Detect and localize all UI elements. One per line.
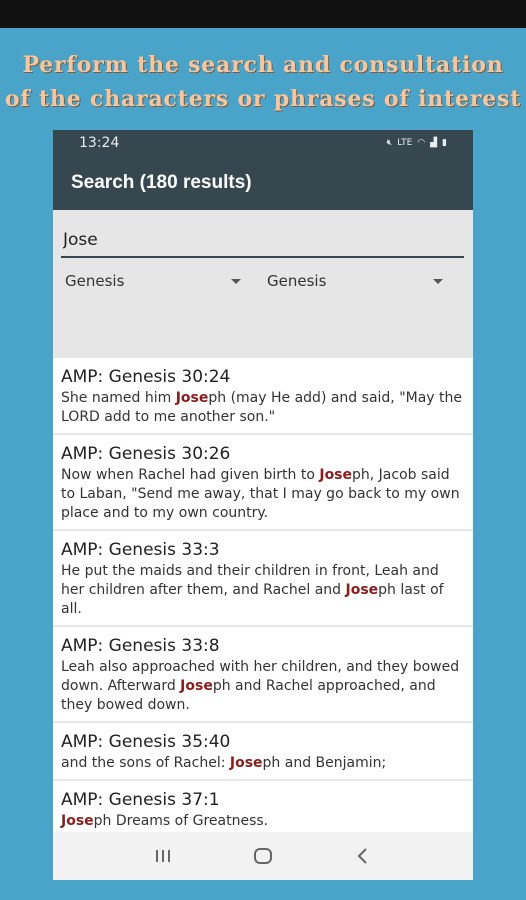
to-book-select[interactable] — [263, 266, 465, 296]
result-reference: AMP: Genesis 33:8 — [61, 636, 220, 656]
result-match-highlight: Jose — [175, 390, 209, 406]
back-icon[interactable] — [343, 836, 383, 876]
result-match-highlight: Jose — [229, 755, 263, 771]
search-panel — [53, 210, 473, 358]
recents-icon[interactable] — [143, 836, 183, 876]
from-book-select[interactable] — [61, 266, 263, 296]
book-range-selects — [61, 266, 465, 296]
result-match-highlight: Jose — [319, 467, 353, 483]
result-item[interactable] — [53, 723, 473, 781]
result-text-before: and the sons of Rachel: — [61, 755, 230, 771]
result-text-after: ph and Rachel approached, and they bowed down. — [61, 678, 436, 713]
result-text-after: ph last of all. — [61, 582, 444, 617]
result-text-before: He put the maids and their children in front, Leah and her children after them, and Rachel and — [61, 563, 439, 598]
result-text — [61, 658, 465, 715]
result-reference: AMP: Genesis 30:24 — [61, 367, 231, 387]
result-reference: AMP: Genesis 35:40 — [61, 732, 231, 752]
result-text-before: She named him — [61, 390, 176, 406]
result-reference: AMP: Genesis 33:3 — [61, 540, 220, 560]
result-reference: AMP: Genesis 37:1 — [61, 790, 220, 810]
result-text — [61, 812, 465, 831]
status-bar — [53, 130, 473, 156]
result-item[interactable] — [53, 531, 473, 627]
result-match-highlight: Jose — [61, 813, 94, 829]
system-nav-bar — [53, 832, 473, 880]
device-top-bar — [0, 0, 526, 28]
result-match-highlight: Jose — [345, 582, 379, 598]
phone-screen — [53, 130, 473, 880]
search-input[interactable] — [61, 224, 464, 258]
result-text — [61, 754, 465, 773]
result-text — [61, 562, 465, 619]
result-text-after: ph, Jacob said to Laban, "Send me away, that I may go back to my own place and to my own country. — [61, 467, 460, 521]
status-time: 13:24 — [79, 135, 120, 151]
signal-icon: ▟ — [430, 138, 438, 148]
from-book-value: Genesis — [65, 272, 125, 290]
battery-icon: ▮ — [442, 138, 447, 148]
result-reference: AMP: Genesis 30:26 — [61, 444, 231, 464]
result-text — [61, 389, 465, 427]
page-title: Search (180 results) — [71, 172, 252, 193]
promo-caption — [0, 48, 526, 116]
promo-line-2: of the characters or phrases of interest — [4, 86, 522, 112]
result-text-before: Leah also approached with her children, and they bowed down. Afterward — [61, 659, 460, 694]
results-list — [53, 358, 473, 832]
result-text — [61, 466, 465, 523]
to-book-value: Genesis — [267, 272, 327, 290]
result-item[interactable] — [53, 781, 473, 839]
chevron-down-icon — [231, 279, 241, 284]
result-item[interactable] — [53, 358, 473, 435]
result-item[interactable] — [53, 435, 473, 531]
result-match-highlight: Jose — [180, 678, 213, 694]
promo-line-1: Perform the search and consultation — [22, 52, 504, 78]
result-item[interactable] — [53, 627, 473, 723]
result-text-after: ph and Benjamin; — [262, 755, 387, 771]
result-text-after: ph Dreams of Greatness. — [93, 813, 269, 829]
volte-icon: LTE — [397, 138, 413, 148]
wifi-icon: ◠ — [417, 138, 426, 148]
result-text-after: ph (may He add) and said, "May the LORD add to me another son." — [61, 390, 463, 425]
result-text-before: Now when Rachel had given birth to — [61, 467, 320, 483]
mute-icon: 🔇︎ — [386, 138, 393, 148]
app-bar — [53, 156, 473, 210]
chevron-down-icon — [433, 279, 443, 284]
home-icon[interactable] — [243, 836, 283, 876]
status-icons — [387, 138, 447, 148]
